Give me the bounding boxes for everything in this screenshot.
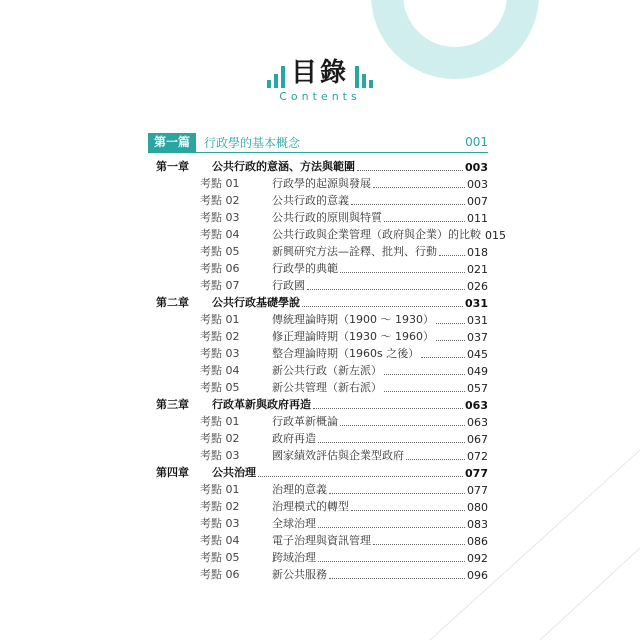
exam-point-entry[interactable] xyxy=(148,327,488,344)
dot-leader xyxy=(329,578,465,579)
exam-point-entry[interactable] xyxy=(148,191,488,208)
table-of-contents xyxy=(148,132,506,582)
chapter-title: 行政革新與政府再造 xyxy=(212,398,311,411)
exam-point-entry[interactable] xyxy=(148,344,488,361)
exam-point-entry[interactable] xyxy=(148,276,488,293)
dot-leader xyxy=(307,289,465,290)
part-tag: 第一篇 xyxy=(148,133,196,152)
point-title: 跨域治理 xyxy=(272,551,316,564)
point-title: 行政國 xyxy=(272,279,305,292)
point-number: 考點 01 xyxy=(200,177,240,190)
dot-leader xyxy=(313,408,463,409)
point-title: 公共行政的意義 xyxy=(272,194,349,207)
exam-point-entry[interactable] xyxy=(148,242,488,259)
point-title: 治理模式的轉型 xyxy=(272,500,349,513)
dot-leader xyxy=(318,561,465,562)
chapter-entry[interactable] xyxy=(148,293,488,310)
part-heading[interactable] xyxy=(148,132,488,153)
point-number: 考點 06 xyxy=(200,262,240,275)
exam-point-entry[interactable] xyxy=(148,531,488,548)
dot-leader xyxy=(373,187,465,188)
dot-leader xyxy=(406,459,465,460)
chapter-entry[interactable] xyxy=(148,463,488,480)
point-number: 考點 02 xyxy=(200,432,240,445)
point-title: 整合理論時期（1960s 之後） xyxy=(272,347,420,360)
point-page: 031 xyxy=(467,314,488,327)
chapter-entry[interactable] xyxy=(148,395,488,412)
dot-leader xyxy=(436,340,465,341)
chapter-title: 公共行政基礎學說 xyxy=(212,296,300,309)
point-page: 011 xyxy=(467,212,488,225)
dot-leader xyxy=(340,272,465,273)
dot-leader xyxy=(357,170,463,171)
bar-chart-icon-left xyxy=(267,62,285,88)
chapter-page: 031 xyxy=(465,297,488,310)
point-title: 全球治理 xyxy=(272,517,316,530)
point-page: 057 xyxy=(467,382,488,395)
point-page: 063 xyxy=(467,416,488,429)
point-number: 考點 07 xyxy=(200,279,240,292)
point-page: 018 xyxy=(467,246,488,259)
chapter-number: 第一章 xyxy=(156,160,189,173)
point-title: 政府再造 xyxy=(272,432,316,445)
point-number: 考點 03 xyxy=(200,347,240,360)
dot-leader xyxy=(421,357,465,358)
point-page: 092 xyxy=(467,552,488,565)
point-page: 049 xyxy=(467,365,488,378)
chapter-number: 第四章 xyxy=(156,466,189,479)
point-number: 考點 04 xyxy=(200,228,240,241)
point-title: 行政革新概論 xyxy=(272,415,338,428)
dot-leader xyxy=(384,374,465,375)
dot-leader xyxy=(318,527,465,528)
chapter-page: 003 xyxy=(465,161,488,174)
point-number: 考點 05 xyxy=(200,381,240,394)
dot-leader xyxy=(340,425,465,426)
point-page: 037 xyxy=(467,331,488,344)
exam-point-entry[interactable] xyxy=(148,378,488,395)
bar-chart-icon-right xyxy=(355,62,373,88)
chapter-entry[interactable] xyxy=(148,157,488,174)
page-subtitle: Contents xyxy=(279,90,361,103)
exam-point-entry[interactable] xyxy=(148,310,488,327)
point-title: 公共行政的原則與特質 xyxy=(272,211,382,224)
exam-point-entry[interactable] xyxy=(148,259,488,276)
point-title: 新興研究方法—詮釋、批判、行動 xyxy=(272,245,437,258)
point-title: 修正理論時期（1930 ～ 1960） xyxy=(272,330,434,343)
point-title: 新公共服務 xyxy=(272,568,327,581)
point-page: 077 xyxy=(467,484,488,497)
part-page: 001 xyxy=(465,135,488,149)
exam-point-entry[interactable] xyxy=(148,565,488,582)
point-number: 考點 05 xyxy=(200,245,240,258)
page-title: 目錄 xyxy=(290,58,349,88)
chapter-number: 第三章 xyxy=(156,398,189,411)
dot-leader xyxy=(318,442,465,443)
point-title: 新公共管理（新右派） xyxy=(272,381,382,394)
point-page: 015 xyxy=(485,229,506,242)
point-title: 治理的意義 xyxy=(272,483,327,496)
point-number: 考點 05 xyxy=(200,551,240,564)
dot-leader xyxy=(384,221,465,222)
point-page: 003 xyxy=(467,178,488,191)
dot-leader xyxy=(329,493,465,494)
chapter-title: 公共治理 xyxy=(212,466,256,479)
point-number: 考點 01 xyxy=(200,313,240,326)
dot-leader xyxy=(258,476,463,477)
point-page: 096 xyxy=(467,569,488,582)
point-title: 電子治理與資訊管理 xyxy=(272,534,371,547)
point-number: 考點 01 xyxy=(200,483,240,496)
exam-point-entry[interactable] xyxy=(148,225,506,242)
point-title: 公共行政與企業管理（政府與企業）的比較 xyxy=(272,228,481,241)
dot-leader xyxy=(351,204,465,205)
chapter-number: 第二章 xyxy=(156,296,189,309)
exam-point-entry[interactable] xyxy=(148,174,488,191)
dot-leader xyxy=(351,510,465,511)
point-page: 045 xyxy=(467,348,488,361)
point-page: 067 xyxy=(467,433,488,446)
point-number: 考點 03 xyxy=(200,211,240,224)
chapter-title: 公共行政的意涵、方法與範圍 xyxy=(212,160,355,173)
point-page: 007 xyxy=(467,195,488,208)
point-number: 考點 01 xyxy=(200,415,240,428)
point-title: 傳統理論時期（1900 ～ 1930） xyxy=(272,313,434,326)
chapter-page: 063 xyxy=(465,399,488,412)
exam-point-entry[interactable] xyxy=(148,208,488,225)
point-title: 新公共行政（新左派） xyxy=(272,364,382,377)
point-number: 考點 02 xyxy=(200,330,240,343)
dot-leader xyxy=(436,323,465,324)
part-title: 行政學的基本概念 xyxy=(204,135,301,150)
point-page: 083 xyxy=(467,518,488,531)
point-title: 國家績效評估與企業型政府 xyxy=(272,449,404,462)
point-number: 考點 02 xyxy=(200,194,240,207)
point-page: 072 xyxy=(467,450,488,463)
dot-leader xyxy=(384,391,465,392)
point-number: 考點 02 xyxy=(200,500,240,513)
point-title: 行政學的典範 xyxy=(272,262,338,275)
point-number: 考點 04 xyxy=(200,364,240,377)
toc-header xyxy=(0,58,640,103)
point-page: 086 xyxy=(467,535,488,548)
exam-point-entry[interactable] xyxy=(148,480,488,497)
dot-leader xyxy=(373,544,465,545)
chapter-page: 077 xyxy=(465,467,488,480)
point-page: 021 xyxy=(467,263,488,276)
exam-point-entry[interactable] xyxy=(148,497,488,514)
exam-point-entry[interactable] xyxy=(148,412,488,429)
point-number: 考點 03 xyxy=(200,449,240,462)
point-number: 考點 06 xyxy=(200,568,240,581)
point-title: 行政學的起源與發展 xyxy=(272,177,371,190)
exam-point-entry[interactable] xyxy=(148,361,488,378)
dot-leader xyxy=(439,255,465,256)
dot-leader xyxy=(302,306,463,307)
exam-point-entry[interactable] xyxy=(148,548,488,565)
point-number: 考點 03 xyxy=(200,517,240,530)
exam-point-entry[interactable] xyxy=(148,446,488,463)
point-number: 考點 04 xyxy=(200,534,240,547)
point-page: 026 xyxy=(467,280,488,293)
exam-point-entry[interactable] xyxy=(148,429,488,446)
point-page: 080 xyxy=(467,501,488,514)
exam-point-entry[interactable] xyxy=(148,514,488,531)
